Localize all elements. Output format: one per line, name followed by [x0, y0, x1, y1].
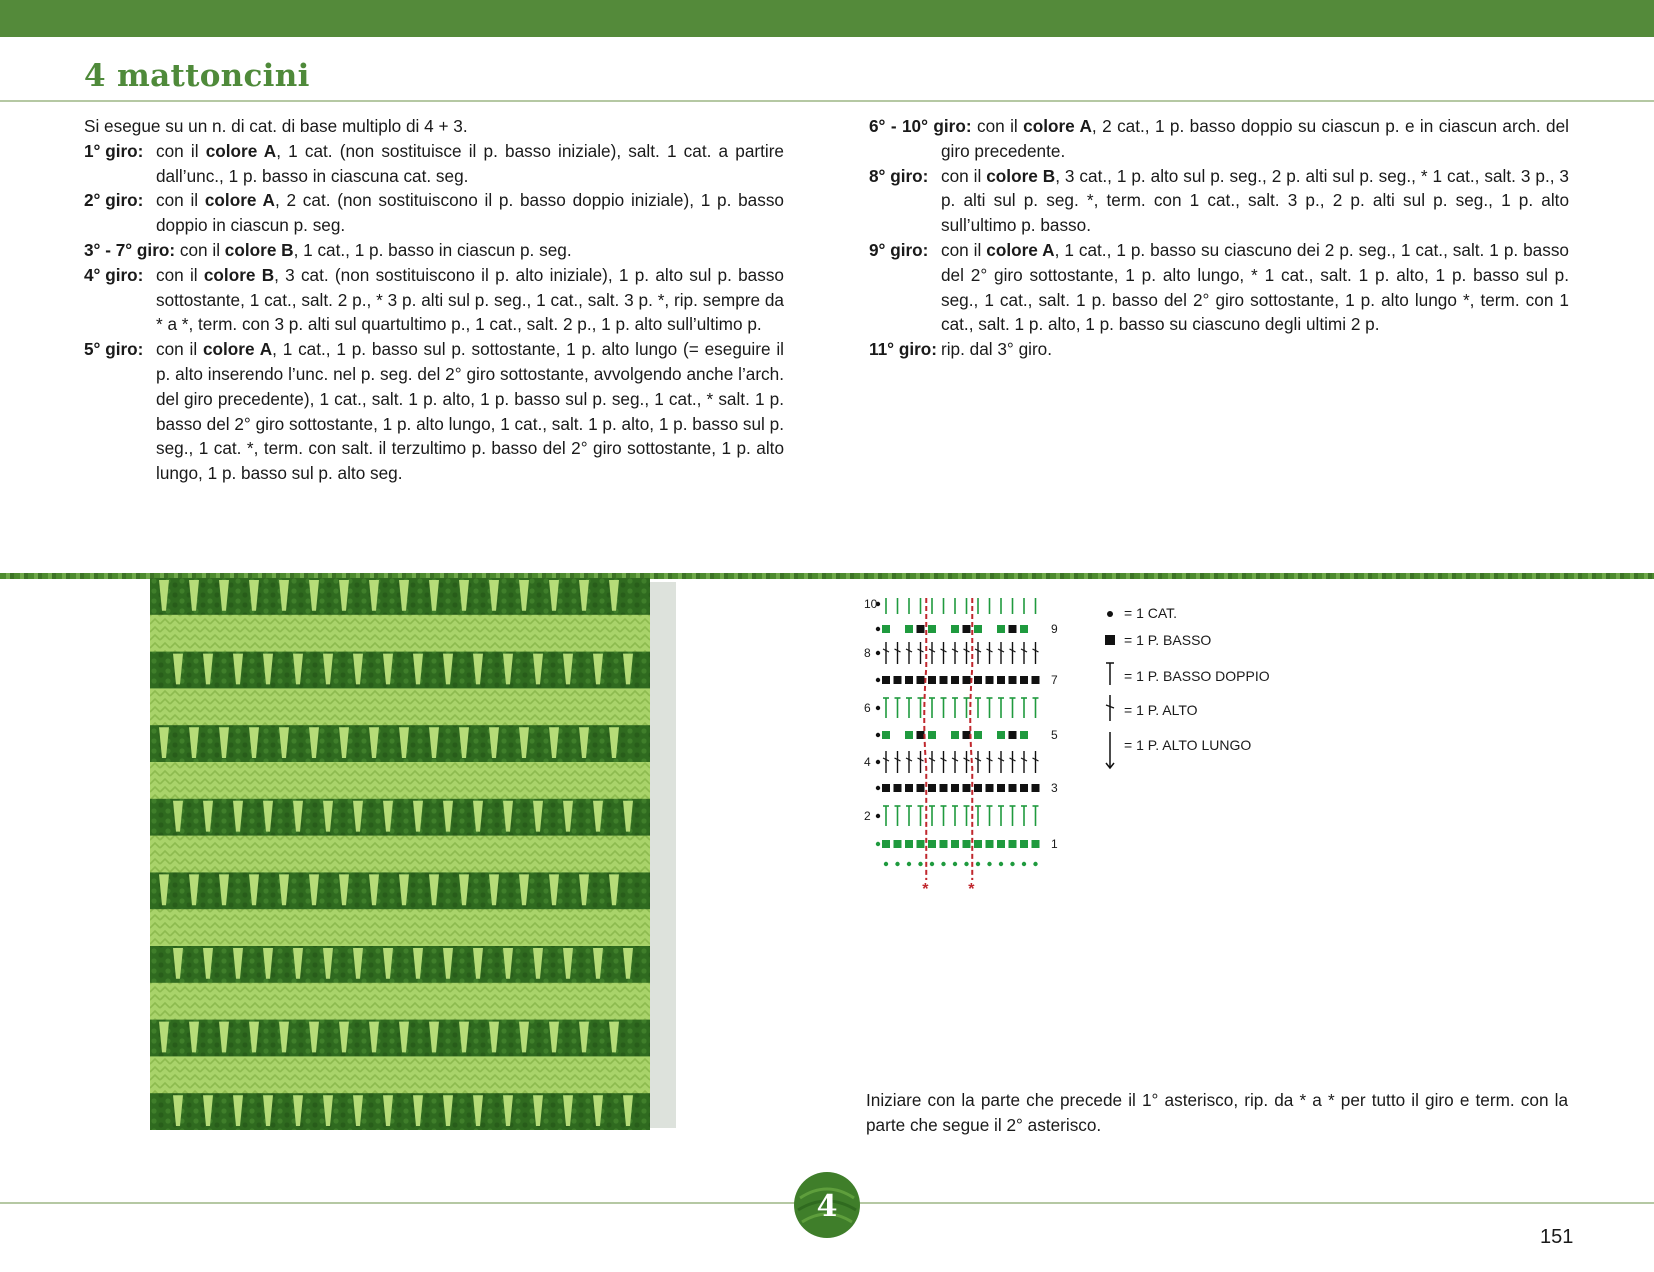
- round-prefix: con il: [941, 239, 987, 260]
- round-label: 8° giro:: [869, 165, 929, 186]
- legend-label: = 1 P. ALTO LUNGO: [1124, 737, 1252, 753]
- foundation-chain: [953, 862, 957, 866]
- stitch-basso: [882, 625, 890, 633]
- stitch-basso: [1032, 676, 1040, 684]
- yarn-color: colore B: [986, 165, 1056, 186]
- instructions-left-column: [84, 114, 784, 486]
- stitch-basso: [951, 784, 959, 792]
- round-instruction: [84, 263, 784, 337]
- stitch-basso: [1032, 784, 1040, 792]
- round-text: , 3 cat., 1 p. alto sul p. seg., 2 p. alti sul p. seg., * 1 cat., salt. 3 p., 3 p. alti sul p. seg. *, term. con 1 cat., salt. 3 p., 2 p. alti sul p. seg., 1 p. alto sull’ultimo p. basso.: [941, 165, 1569, 236]
- round-instruction: [84, 139, 784, 189]
- round-prefix: con il: [941, 165, 987, 186]
- row-number: 2: [864, 809, 871, 823]
- intro-text: Si esegue su un n. di cat. di base multiplo di 4 + 3.: [84, 116, 468, 136]
- chain-dot: [876, 651, 880, 655]
- stitch-basso: [963, 784, 971, 792]
- round-text: , 1 cat., 1 p. basso in ciascun p. seg.: [293, 239, 572, 260]
- foundation-chain: [999, 862, 1003, 866]
- foundation-chain: [964, 862, 968, 866]
- stitch-basso: [986, 676, 994, 684]
- legend-label: = 1 P. BASSO DOPPIO: [1124, 668, 1270, 684]
- stitch-basso: [940, 676, 948, 684]
- stitch-basso: [894, 784, 902, 792]
- round-label: 5° giro:: [84, 339, 144, 360]
- round-instruction: [869, 238, 1569, 337]
- row-number: 7: [1051, 673, 1058, 687]
- light-band: [150, 836, 650, 874]
- legend-basso-symbol: [1105, 635, 1115, 645]
- light-band: [150, 615, 650, 653]
- round-text: , 2 cat. (non sostituiscono il p. basso doppio iniziale), 1 p. basso doppio in ciascun p. seg.: [156, 190, 784, 236]
- stitch-basso: [928, 625, 936, 633]
- stitch-basso: [1020, 676, 1028, 684]
- stitch-basso: [951, 676, 959, 684]
- stitch-basso: [951, 731, 959, 739]
- chain-dot: [876, 678, 880, 682]
- stitch-basso: [882, 784, 890, 792]
- legend-cat-symbol: [1107, 611, 1113, 617]
- repeat-asterisk: *: [968, 881, 975, 898]
- round-instruction: [869, 114, 1569, 164]
- stitch-basso: [905, 676, 913, 684]
- repeat-line: [924, 598, 926, 880]
- stitch-basso: [951, 840, 959, 848]
- round-instruction: [84, 238, 784, 263]
- light-band: [150, 762, 650, 800]
- dark-band: [150, 652, 650, 690]
- row-number: 1: [1051, 837, 1058, 851]
- row-number: 6: [864, 701, 871, 715]
- repeat-note: Iniziare con la parte che precede il 1° asterisco, rip. da * a * per tutto il giro e term. con la parte che segue il 2° asterisco.: [866, 1090, 1568, 1135]
- dark-band: [150, 799, 650, 837]
- round-label: 1° giro:: [84, 140, 144, 161]
- yarn-ball-badge: [792, 1170, 862, 1240]
- legend-label: = 1 CAT.: [1124, 605, 1178, 621]
- stitch-basso: [1009, 625, 1017, 633]
- foundation-chain: [918, 862, 922, 866]
- chain-dot: [876, 760, 880, 764]
- legend-label: = 1 P. BASSO: [1124, 632, 1212, 648]
- stitch-basso: [894, 676, 902, 684]
- row-number: 5: [1051, 728, 1058, 742]
- round-prefix: con il: [156, 190, 205, 211]
- round-prefix: con il: [156, 140, 206, 161]
- yarn-color: colore A: [205, 140, 277, 161]
- stitch-basso: [905, 731, 913, 739]
- stitch-basso: [1009, 784, 1017, 792]
- repeat-asterisk: *: [922, 881, 929, 898]
- foundation-chain: [884, 862, 888, 866]
- stitch-basso: [1020, 625, 1028, 633]
- stitch-basso: [882, 731, 890, 739]
- stitch-basso: [974, 625, 982, 633]
- yarn-color: colore A: [204, 190, 275, 211]
- chain-dot: [876, 842, 880, 846]
- round-label: 6° - 10° giro:: [869, 116, 972, 136]
- stitch-basso: [894, 840, 902, 848]
- top-color-bar: [0, 0, 1654, 37]
- stitch-basso: [882, 840, 890, 848]
- row-number: 10: [864, 598, 878, 611]
- round-label: 2° giro:: [84, 190, 144, 211]
- stitch-basso: [974, 840, 982, 848]
- stitch-basso: [997, 784, 1005, 792]
- stitch-basso: [1009, 731, 1017, 739]
- foundation-chain: [930, 862, 934, 866]
- round-text: , 3 cat. (non sostituiscono il p. alto iniziale), 1 p. alto sul p. basso sottostante, 1 cat., salt. 2 p., * 3 p. alti sul p. seg., 1 cat., salt. 3 p. *, rip. sempre da * a *, term. con 3 p. alti sul quartultimo p., 1 cat., salt. 2 p., 1 p. alto sull’ultimo p.: [156, 264, 784, 335]
- stitch-basso: [940, 784, 948, 792]
- stitch-basso: [940, 840, 948, 848]
- round-text: , 1 cat., 1 p. basso sul p. sottostante, 1 p. alto lungo (= eseguire il p. alto inserendo l’unc. nel p. seg. del 2° giro sottostante, avvolgendo anche l’arch. del giro precedente), 1 cat., salt. 1 p. alto, 1 p. basso sul p. seg., 1 cat., * salt. 1 p. basso del 2° giro sottostante, 1 p. alto lungo, 1 cat., salt. 1 p. alto, 1 p. basso sul p. seg., 1 cat. *, term. con salt. il terzultimo p. basso del 2° giro sottostante, 1 p. alto lungo, 1 p. basso sul p. alto seg.: [156, 339, 784, 484]
- crochet-swatch-photo: [150, 578, 680, 1130]
- page-number: 151: [1540, 1226, 1574, 1248]
- round-instruction: [869, 164, 1569, 238]
- foundation-chain: [1033, 862, 1037, 866]
- stitch-basso: [997, 731, 1005, 739]
- stitch-basso: [905, 784, 913, 792]
- stitch-basso: [963, 676, 971, 684]
- round-label: 11° giro:: [869, 339, 938, 360]
- row-number: 4: [864, 755, 871, 769]
- instructions-right-column: [869, 114, 1569, 362]
- stitch-basso: [997, 840, 1005, 848]
- stitch-basso: [917, 840, 925, 848]
- round-instruction: [869, 337, 1569, 362]
- round-label: 9° giro:: [869, 239, 929, 260]
- round-prefix: con il: [971, 116, 1024, 136]
- page-title: 4 mattoncini: [84, 58, 310, 94]
- foundation-chain: [907, 862, 911, 866]
- stitch-basso: [974, 731, 982, 739]
- light-band: [150, 688, 650, 726]
- stitch-basso: [963, 731, 971, 739]
- stitch-basso: [928, 840, 936, 848]
- round-text: , 2 cat., 1 p. basso doppio su ciascun p. e in ciascun arch. del giro precedente.: [941, 116, 1569, 161]
- foundation-chain: [1022, 862, 1026, 866]
- stitch-basso: [1009, 676, 1017, 684]
- round-label: 4° giro:: [84, 264, 144, 285]
- dark-band: [150, 1093, 650, 1130]
- row-number: 9: [1051, 622, 1058, 636]
- stitch-basso: [1020, 731, 1028, 739]
- chain-dot: [876, 733, 880, 737]
- foundation-chain: [1010, 862, 1014, 866]
- stitch-basso: [1020, 840, 1028, 848]
- stitch-basso: [986, 784, 994, 792]
- round-prefix: con il: [156, 264, 204, 285]
- chain-dot: [876, 627, 880, 631]
- stitch-basso: [1032, 840, 1040, 848]
- badge-number: 4: [816, 1189, 838, 1224]
- chain-dot: [876, 786, 880, 790]
- chain-dot: [876, 814, 880, 818]
- stitch-basso: [928, 676, 936, 684]
- stitch-basso: [986, 840, 994, 848]
- round-text: , 1 cat. (non sostituisce il p. basso iniziale), salt. 1 cat. a partire dall’unc., 1 p. basso in ciascuna cat. seg.: [156, 140, 784, 186]
- round-prefix: con il: [156, 339, 203, 360]
- row-number: 8: [864, 646, 871, 660]
- stitch-basso: [917, 625, 925, 633]
- light-band: [150, 983, 650, 1021]
- stitch-basso: [928, 731, 936, 739]
- round-text: rip. dal 3° giro.: [941, 339, 1053, 360]
- stitch-basso: [997, 625, 1005, 633]
- stitch-basso: [917, 784, 925, 792]
- foundation-chain: [941, 862, 945, 866]
- chain-dot: [876, 706, 880, 710]
- stitch-basso: [1020, 784, 1028, 792]
- round-text: , 1 cat., 1 p. basso su ciascuno dei 2 p. seg., 1 cat., salt. 1 p. basso del 2° giro sottostante, 1 p. alto lungo, * 1 cat., salt. 1 p. alto, 1 p. basso sul p. seg., 1 cat., salt. 1 p. basso del 2° giro sottostante, 1 p. alto lungo *, term. con 1 cat., salt. 1 p. alto, 1 p. basso su ciascuno degli ultimi 2 p.: [941, 239, 1569, 335]
- stitch-basso: [963, 625, 971, 633]
- stitch-basso: [974, 676, 982, 684]
- round-label: 3° - 7° giro:: [84, 239, 176, 260]
- stitch-basso: [928, 784, 936, 792]
- row-number: 3: [1051, 781, 1058, 795]
- stitch-basso: [917, 731, 925, 739]
- stitch-basso: [905, 840, 913, 848]
- round-instruction: [84, 188, 784, 238]
- yarn-color: colore A: [202, 339, 273, 360]
- stitch-basso: [1009, 840, 1017, 848]
- light-band: [150, 1056, 650, 1094]
- stitch-basso: [917, 676, 925, 684]
- yarn-color: colore A: [1023, 116, 1092, 136]
- light-band: [150, 909, 650, 947]
- stitch-basso: [974, 784, 982, 792]
- title-divider: [0, 100, 1654, 102]
- yarn-color: colore B: [203, 264, 275, 285]
- crochet-chart-diagram: [862, 598, 1322, 918]
- stitch-basso: [882, 676, 890, 684]
- stitch-basso: [905, 625, 913, 633]
- yarn-color: colore A: [986, 239, 1055, 260]
- foundation-chain: [976, 862, 980, 866]
- repeat-line: [970, 598, 972, 880]
- round-instruction: [84, 337, 784, 486]
- dark-band: [150, 946, 650, 984]
- foundation-chain: [895, 862, 899, 866]
- stitch-basso: [997, 676, 1005, 684]
- stitch-basso: [963, 840, 971, 848]
- stitch-basso: [951, 625, 959, 633]
- round-prefix: con il: [175, 239, 225, 260]
- foundation-chain: [987, 862, 991, 866]
- yarn-color: colore B: [224, 239, 294, 260]
- legend-label: = 1 P. ALTO: [1124, 702, 1198, 718]
